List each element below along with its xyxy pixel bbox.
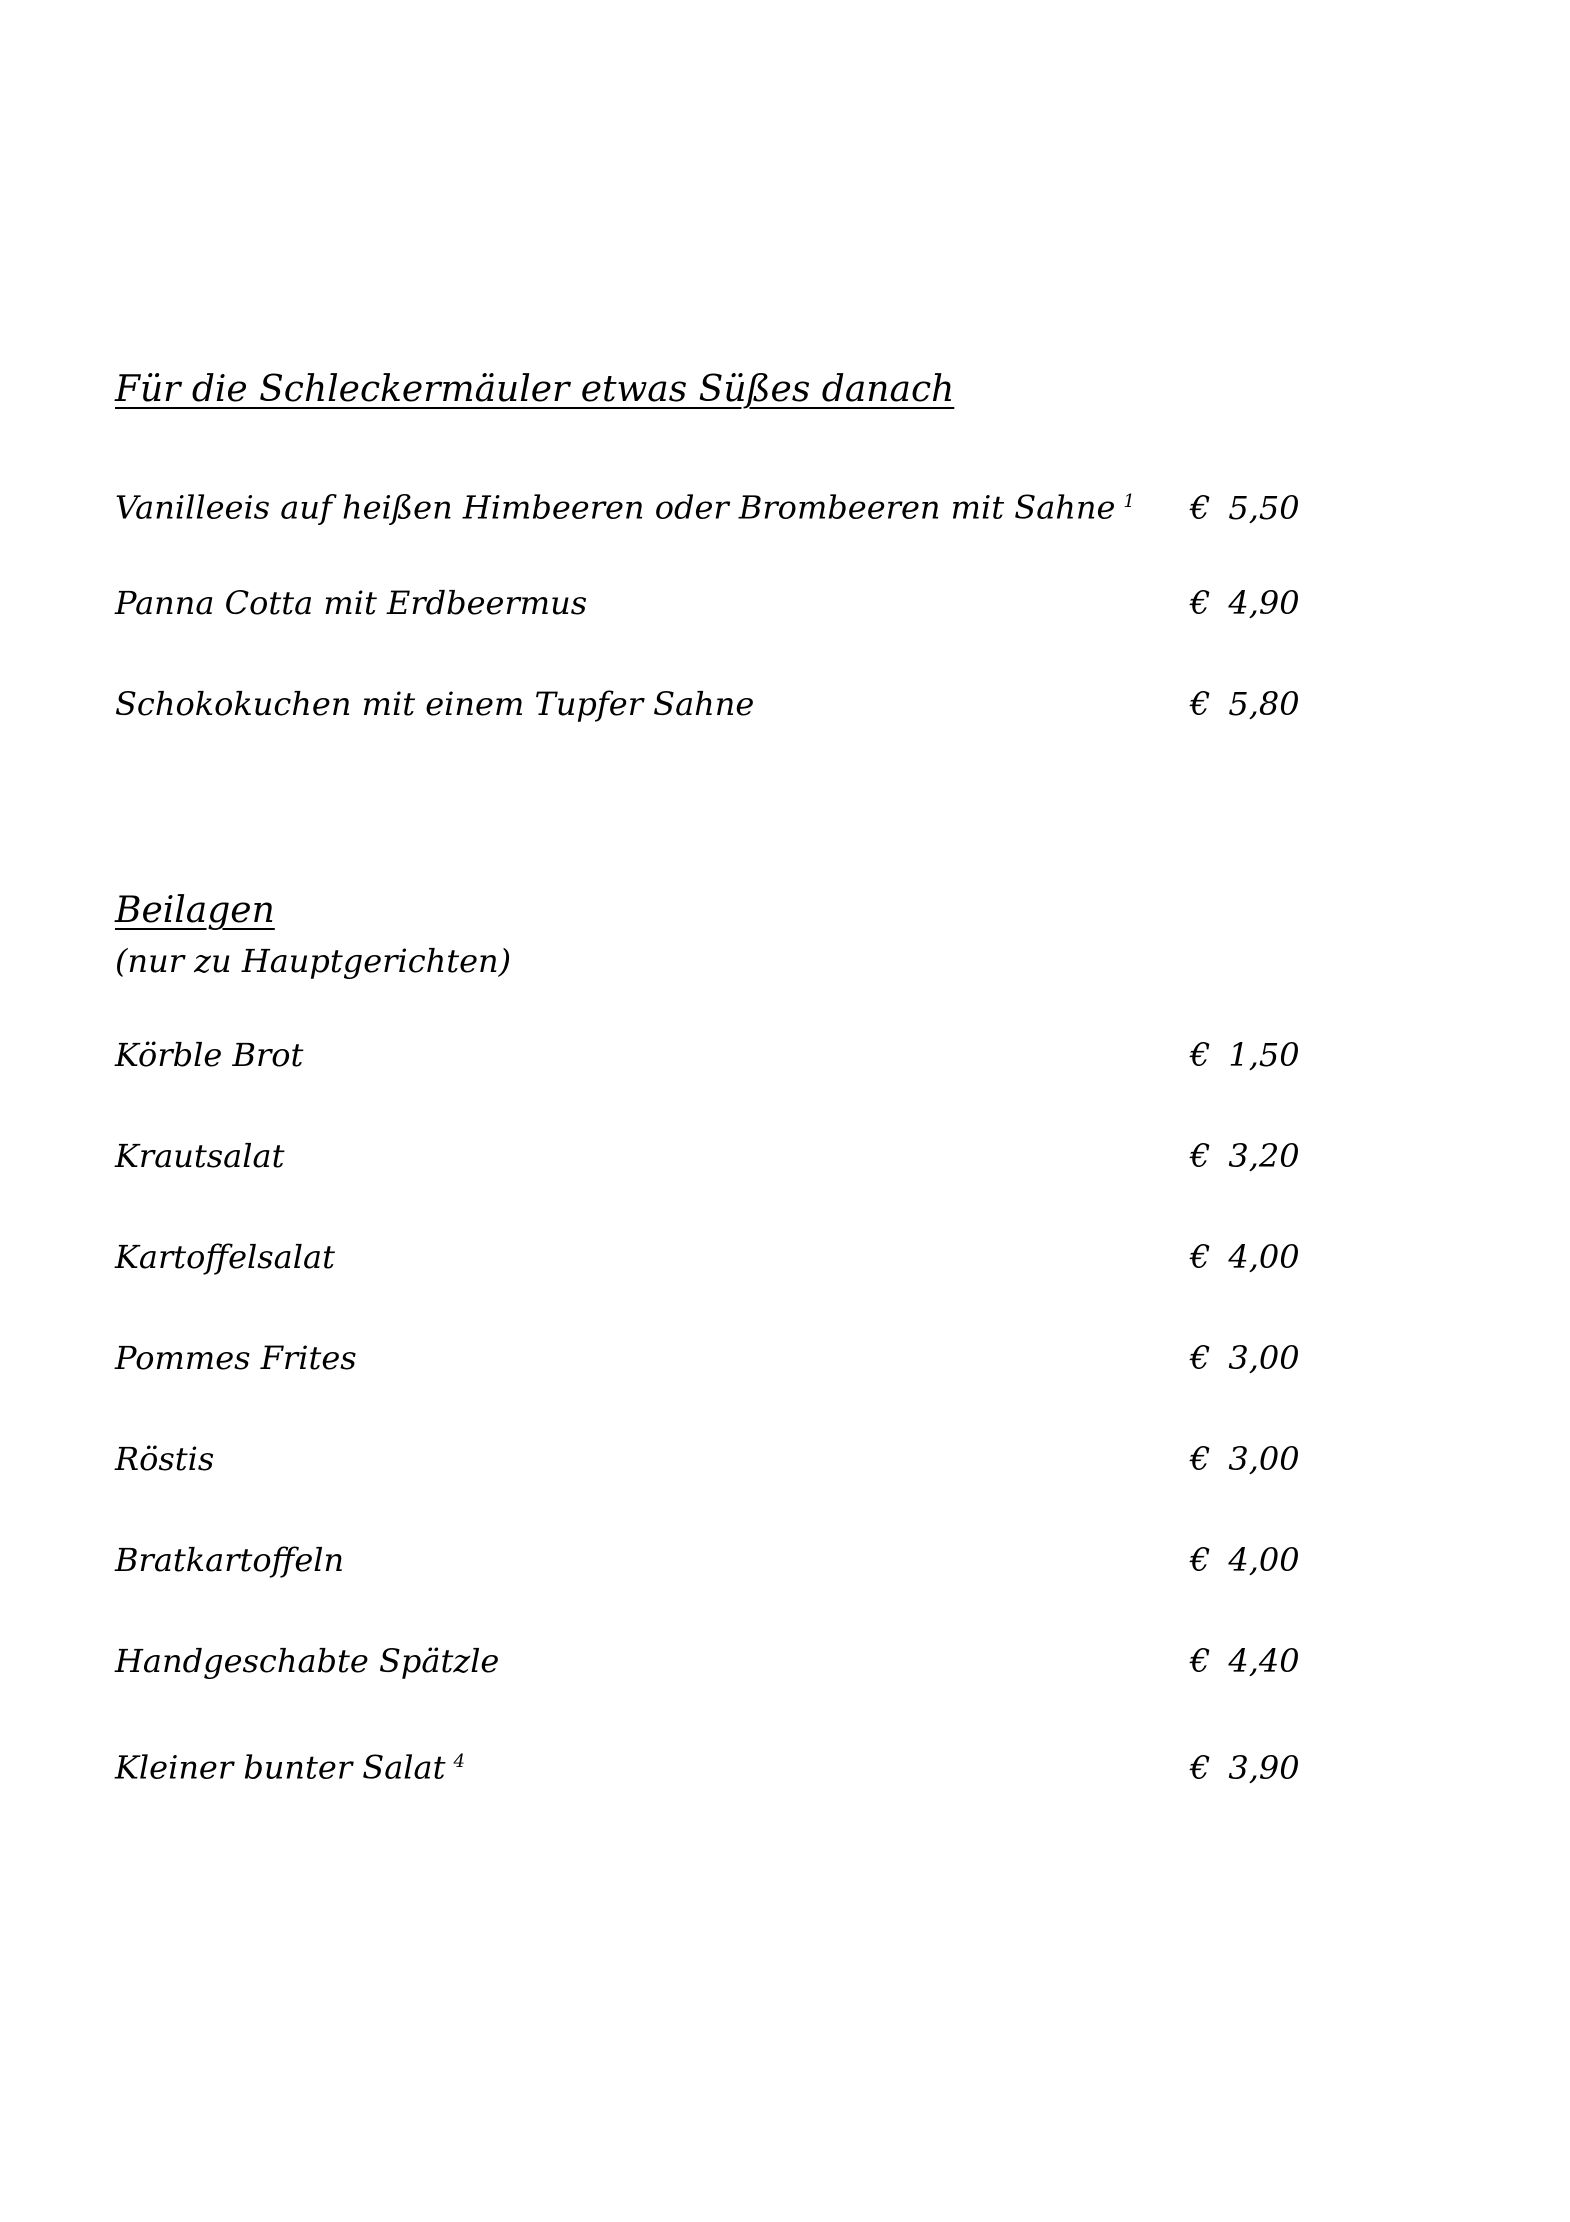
price-value: 4,00 xyxy=(1228,1541,1300,1579)
menu-item-price xyxy=(1190,581,1310,625)
menu-item-label: Kartoffelsalat xyxy=(115,1238,335,1276)
menu-item-label: Schokokuchen mit einem Tupfer Sahne xyxy=(115,685,755,723)
currency-symbol: € xyxy=(1190,685,1211,723)
section-title: Für die Schleckermäuler etwas Süßes danach xyxy=(115,369,955,410)
menu-item-label: Vanilleeis auf heißen Himbeeren oder Brombeeren mit Sahne xyxy=(115,488,1116,527)
currency-symbol: € xyxy=(1190,488,1211,527)
menu-item-label: Krautsalat xyxy=(115,1137,285,1175)
menu-item-label: Kleiner bunter Salat xyxy=(115,1748,446,1787)
footnote-marker: 4 xyxy=(453,1751,465,1772)
currency-symbol: € xyxy=(1190,1036,1211,1074)
menu-item-label: Panna Cotta mit Erdbeermus xyxy=(115,584,588,622)
menu-item-name xyxy=(115,581,587,625)
menu-item-name xyxy=(115,1033,303,1077)
price-value: 3,90 xyxy=(1228,1748,1300,1787)
menu-item xyxy=(115,1235,1315,1336)
price-value: 4,40 xyxy=(1228,1642,1300,1680)
menu-item xyxy=(115,1134,1315,1235)
menu-item-label: Pommes Frites xyxy=(115,1339,357,1377)
currency-symbol: € xyxy=(1190,1339,1211,1377)
menu-item xyxy=(115,480,1315,581)
price-value: 3,20 xyxy=(1228,1137,1300,1175)
menu-item-price xyxy=(1190,1746,1310,1790)
menu-item xyxy=(115,1538,1315,1639)
menu-item-name xyxy=(115,1336,357,1380)
menu-item-name xyxy=(115,480,1135,530)
currency-symbol: € xyxy=(1190,584,1211,622)
menu-item-price xyxy=(1190,1235,1310,1279)
sides-section xyxy=(115,889,1315,1841)
menu-item-name xyxy=(115,1437,214,1481)
menu-item-price xyxy=(1190,1033,1310,1077)
menu-item-price xyxy=(1190,486,1310,530)
price-value: 1,50 xyxy=(1228,1036,1300,1074)
section-title: Beilagen xyxy=(115,890,275,931)
menu-item-name xyxy=(115,1134,284,1178)
menu-item-price xyxy=(1190,1134,1310,1178)
currency-symbol: € xyxy=(1190,1642,1211,1680)
menu-item-label: Körble Brot xyxy=(115,1036,304,1074)
currency-symbol: € xyxy=(1190,1440,1211,1478)
menu-item xyxy=(115,1639,1315,1740)
menu-item-label: Handgeschabte Spätzle xyxy=(115,1642,500,1680)
menu-item-name xyxy=(115,682,754,726)
price-value: 3,00 xyxy=(1228,1440,1300,1478)
currency-symbol: € xyxy=(1190,1238,1211,1276)
sides-list xyxy=(115,1033,1315,1841)
menu-item-name xyxy=(115,1740,465,1790)
menu-item-price xyxy=(1190,1336,1310,1380)
price-value: 5,50 xyxy=(1228,488,1300,527)
menu-item-price xyxy=(1190,1437,1310,1481)
currency-symbol: € xyxy=(1190,1748,1211,1787)
menu-item xyxy=(115,581,1315,682)
dessert-list xyxy=(115,480,1315,783)
menu-item-name xyxy=(115,1235,335,1279)
menu-item-name xyxy=(115,1639,499,1683)
menu-item xyxy=(115,1740,1315,1841)
dessert-section xyxy=(115,368,1315,783)
menu-item-label: Bratkartoffeln xyxy=(115,1541,345,1579)
menu-item xyxy=(115,1033,1315,1134)
menu-item-name xyxy=(115,1538,344,1582)
menu-item xyxy=(115,1336,1315,1437)
footnote-marker: 1 xyxy=(1123,491,1135,512)
menu-item-label: Röstis xyxy=(115,1440,215,1478)
menu-item-price xyxy=(1190,682,1310,726)
menu-item-price xyxy=(1190,1538,1310,1582)
price-value: 5,80 xyxy=(1228,685,1300,723)
price-value: 4,00 xyxy=(1228,1238,1300,1276)
currency-symbol: € xyxy=(1190,1137,1211,1175)
currency-symbol: € xyxy=(1190,1541,1211,1579)
menu-item-price xyxy=(1190,1639,1310,1683)
menu-item xyxy=(115,682,1315,783)
section-subtitle: (nur zu Hauptgerichten) xyxy=(115,942,512,980)
price-value: 4,90 xyxy=(1228,584,1300,622)
menu-item xyxy=(115,1437,1315,1538)
price-value: 3,00 xyxy=(1228,1339,1300,1377)
